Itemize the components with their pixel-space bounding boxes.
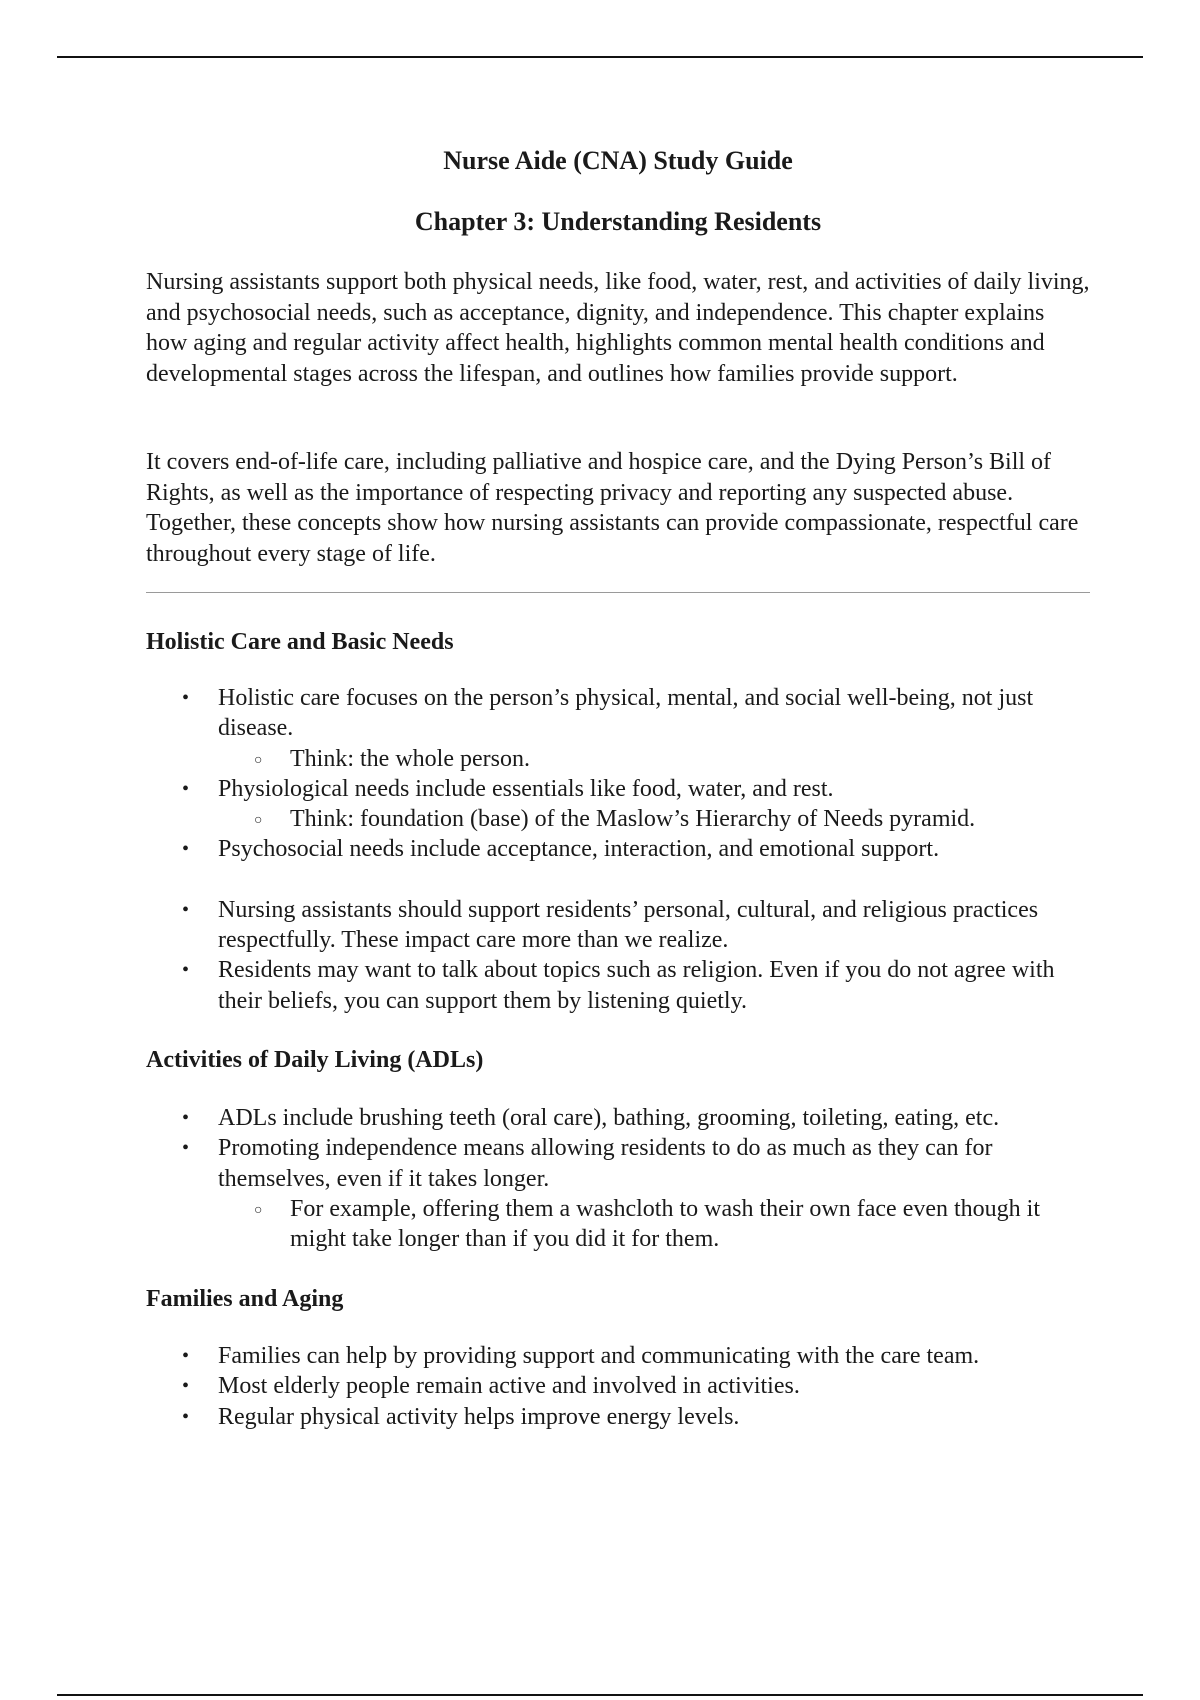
bullet-icon: • (182, 687, 190, 709)
list-item-text: ADLs include brushing teeth (oral care), bathing, grooming, toileting, eating, etc. (218, 1105, 1000, 1131)
section-heading-adls: Activities of Daily Living (ADLs) (146, 1047, 484, 1073)
adls-list (146, 1103, 1090, 1254)
section-heading-families-aging: Families and Aging (146, 1286, 344, 1312)
list-item (146, 1103, 1090, 1133)
list-item-text: Psychosocial needs include acceptance, interaction, and emotional support. (218, 836, 940, 863)
list-item-text: Promoting independence means allowing residents to do as much as they can for themselves, even if it takes longer. (218, 1135, 993, 1192)
bullet-icon: • (182, 1137, 190, 1160)
list-item-text: Think: the whole person. (290, 745, 530, 772)
bullet-icon: • (182, 1345, 190, 1367)
list-item-text: For example, offering them a washcloth to wash their own face even though it might take longer than if you did it for them. (290, 1195, 1041, 1253)
bullet-icon: • (182, 959, 190, 982)
list-item (146, 895, 1090, 956)
list-item (146, 834, 1090, 864)
families-aging-list (146, 1341, 1090, 1432)
list-item (146, 683, 1090, 744)
list-item (146, 1402, 1090, 1432)
list-item-text: Families can help by providing support and communicating with the care team. (218, 1343, 980, 1369)
page-bottom-rule (57, 1694, 1143, 1696)
bullet-icon: • (182, 898, 190, 921)
sub-list-item (146, 744, 1090, 774)
list-item-text: Most elderly people remain active and involved in activities. (218, 1373, 800, 1400)
page-top-rule (57, 56, 1143, 58)
bullet-icon: • (182, 838, 190, 861)
section-divider (146, 592, 1090, 593)
list-item (146, 1341, 1090, 1371)
bullet-icon: • (182, 1107, 190, 1129)
list-item (146, 774, 1090, 804)
sub-list-item (146, 1194, 1090, 1255)
list-item (146, 1133, 1090, 1194)
list-item-text: Think: foundation (base) of the Maslow’s Hierarchy of Needs pyramid. (290, 806, 976, 833)
chapter-title: Chapter 3: Understanding Residents (414, 207, 822, 236)
list-item-text: Nursing assistants should support residents’ personal, cultural, and religious practices respectfully. These impact care more than we realize. (218, 896, 1039, 954)
list-item-text: Regular physical activity helps improve energy levels. (218, 1403, 740, 1430)
intro-paragraph: Nursing assistants support both physical needs, like food, water, rest, and activities of daily living, and psychosocial needs, such as acceptance, dignity, and independence. This chapter explains how aging and regular activity affect health, highlights common mental health conditions and developmental stages across the lifespan, and outlines how families provide support. (146, 269, 1090, 387)
bullet-icon: • (182, 1375, 190, 1398)
sub-bullet-icon: ○ (254, 1202, 263, 1218)
list-item (146, 955, 1090, 1016)
list-item-text: Physiological needs include essentials like food, water, and rest. (218, 775, 834, 802)
list-item (146, 1371, 1090, 1401)
sub-list-item (146, 804, 1090, 834)
sub-bullet-icon: ○ (254, 752, 263, 768)
intro-paragraph: It covers end-of-life care, including palliative and hospice care, and the Dying Person’s Bill of Rights, as well as the importance of respecting privacy and reporting any suspected abuse. Together, these concepts show how nursing assistants can provide compassionate, respectful care throughout every stage of life. (146, 449, 1079, 567)
list-item-text: Residents may want to talk about topics such as religion. Even if you do not agree with their beliefs, you can support them by listening quietly. (218, 957, 1055, 1014)
document-title: Nurse Aide (CNA) Study Guide (443, 146, 793, 175)
holistic-care-list (146, 683, 1090, 1016)
section-heading-holistic-care: Holistic Care and Basic Needs (146, 629, 454, 655)
bullet-icon: • (182, 1405, 190, 1428)
list-item-text: Holistic care focuses on the person’s physical, mental, and social well-being, not just disease. (218, 685, 1034, 742)
bullet-icon: • (182, 777, 190, 800)
sub-bullet-icon: ○ (254, 813, 263, 829)
